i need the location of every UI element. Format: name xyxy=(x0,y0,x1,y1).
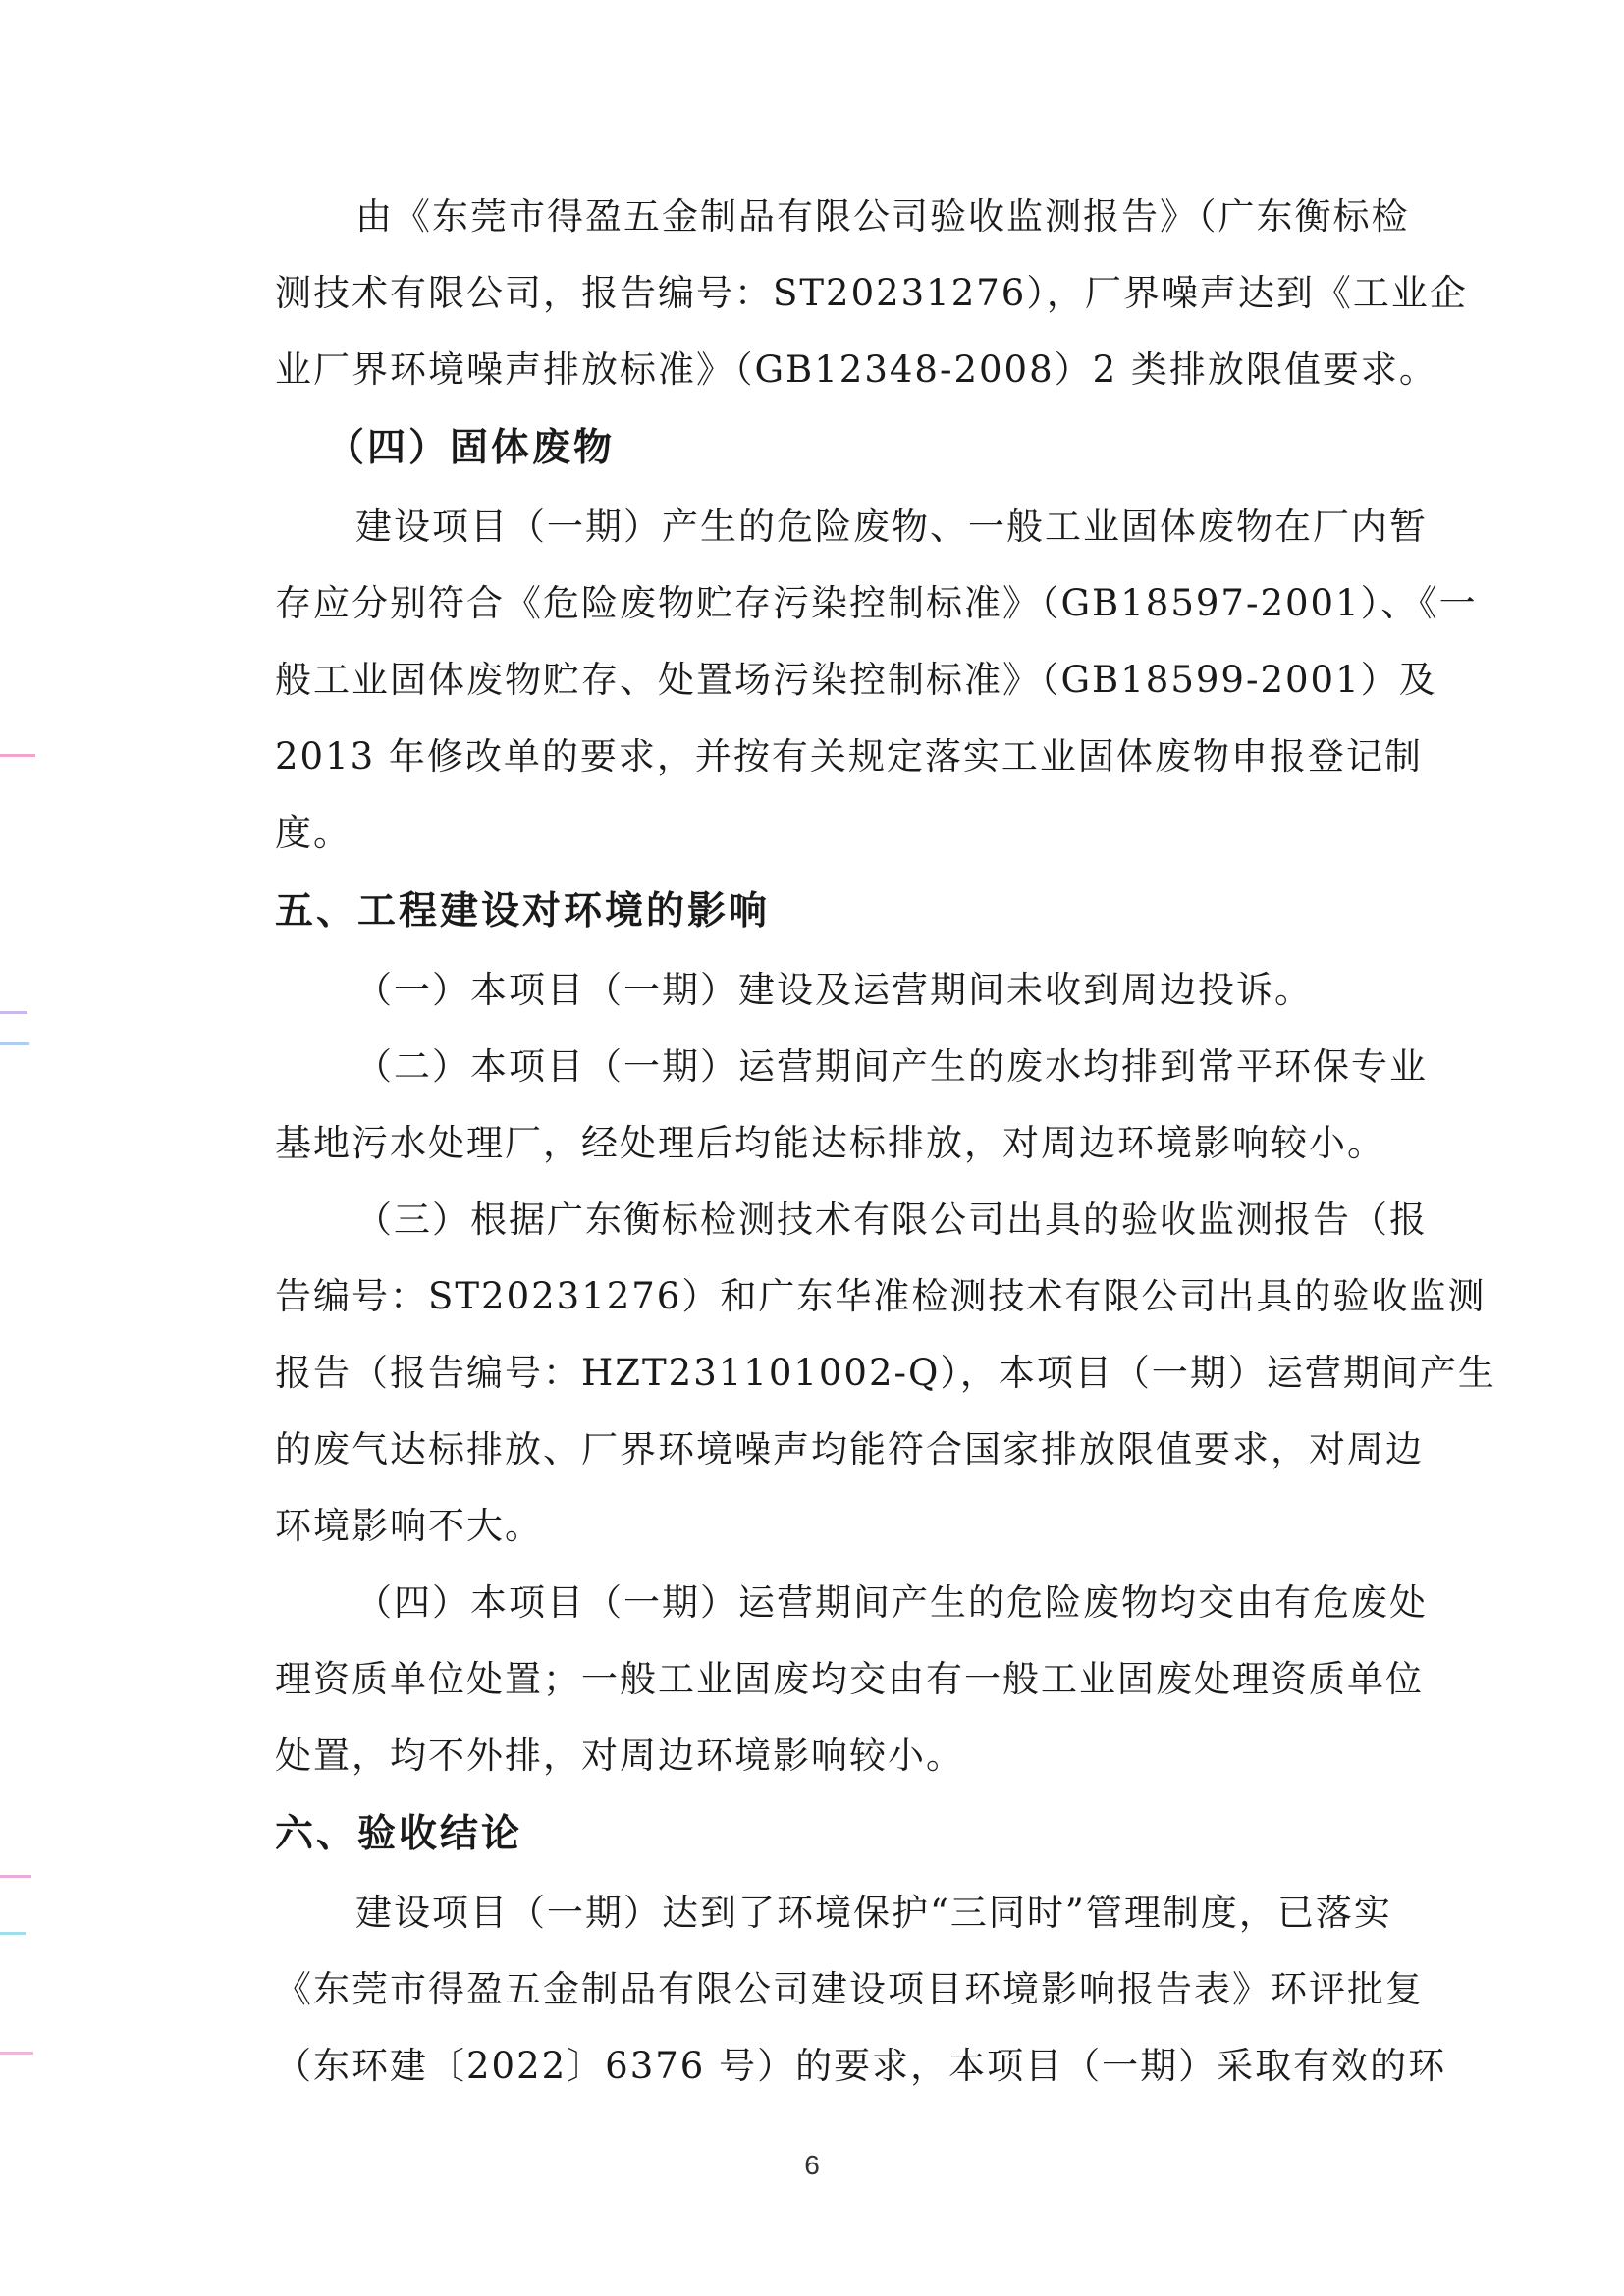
paragraph-impact-3 xyxy=(275,1182,1496,1565)
text-line: （东环建〔2022〕6376 号）的要求，本项目（一期）采取有效的环 xyxy=(275,2045,1447,2087)
paragraph-noise-standard xyxy=(275,179,1468,408)
text-line: （二）本项目（一期）运营期间产生的废水均排到常平环保专业 xyxy=(355,1045,1428,1088)
text-line: 环境影响不大。 xyxy=(275,1505,543,1547)
text-line: 存应分别符合《危险废物贮存污染控制标准》（GB18597-2001）、《一 xyxy=(275,582,1478,624)
paragraph-impact-4 xyxy=(275,1565,1428,1794)
scan-mark xyxy=(0,1011,27,1014)
text-line: 处置，均不外排，对周边环境影响较小。 xyxy=(275,1735,964,1777)
text-line: （四）本项目（一期）运营期间产生的危险废物均交由有危废处 xyxy=(355,1581,1428,1624)
text-line: 般工业固体废物贮存、处置场污染控制标准》（GB18599-2001）及 xyxy=(275,659,1437,701)
text-line: 由《东莞市得盈五金制品有限公司验收监测报告》（广东衡标检 xyxy=(355,195,1410,238)
paragraph-impact-1 xyxy=(275,952,1414,1029)
section-heading-environmental-impact: 五、工程建设对环境的影响 xyxy=(275,889,771,934)
text-line: 基地污水处理厂，经处理后均能达标排放，对周边环境影响较小。 xyxy=(275,1122,1385,1164)
text-line: 2013 年修改单的要求，并按有关规定落实工业固体废物申报登记制 xyxy=(275,735,1423,777)
page-number: 6 xyxy=(804,2150,820,2180)
paragraph-solid-waste xyxy=(275,489,1478,872)
text-line: 《东莞市得盈五金制品有限公司建设项目环境影响报告表》环评批复 xyxy=(275,1968,1424,2010)
text-line: 业厂界环境噪声排放标准》（GB12348-2008）2 类排放限值要求。 xyxy=(275,348,1437,391)
text-line: （一）本项目（一期）建设及运营期间未收到周边投诉。 xyxy=(355,969,1313,1011)
scan-mark xyxy=(0,1875,31,1878)
text-line: 报告（报告编号：HZT231101002-Q），本项目（一期）运营期间产生 xyxy=(275,1352,1496,1394)
text-line: 的废气达标排放、厂界环境噪声均能符合国家排放限值要求，对周边 xyxy=(275,1428,1424,1470)
document-body xyxy=(275,179,1496,2105)
text-line: （三）根据广东衡标检测技术有限公司出具的验收监测报告（报 xyxy=(355,1199,1428,1241)
paragraph-impact-2 xyxy=(275,1029,1428,1182)
text-line: 建设项目（一期）产生的危险废物、一般工业固体废物在厂内暂 xyxy=(355,506,1428,548)
scan-mark xyxy=(0,1042,29,1045)
text-line: 测技术有限公司，报告编号：ST20231276），厂界噪声达到《工业企 xyxy=(275,272,1468,314)
section-heading-solid-waste: （四）固体废物 xyxy=(326,426,616,470)
text-line: 度。 xyxy=(275,812,352,854)
section-heading-conclusion: 六、验收结论 xyxy=(275,1812,523,1856)
scan-mark xyxy=(0,2052,33,2055)
text-line: 告编号：ST20231276）和广东华准检测技术有限公司出具的验收监测 xyxy=(275,1275,1487,1317)
scan-mark xyxy=(0,754,35,757)
scan-mark xyxy=(0,1932,26,1935)
paragraph-conclusion xyxy=(275,1875,1447,2105)
text-line: 建设项目（一期）达到了环境保护“三同时”管理制度，已落实 xyxy=(355,1892,1392,1934)
scan-edge-marks xyxy=(0,0,49,2296)
text-line: 理资质单位处置；一般工业固废均交由有一般工业固废处理资质单位 xyxy=(275,1658,1424,1700)
